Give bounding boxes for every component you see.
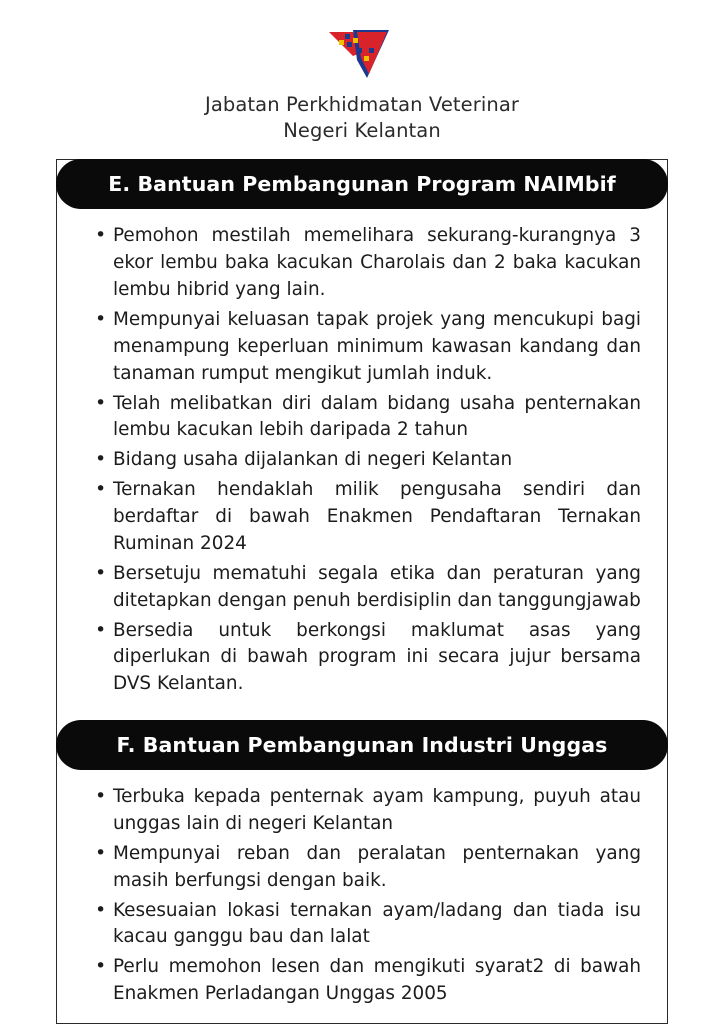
section-header-f bbox=[56, 720, 668, 770]
list-item: • Ternakan hendaklah milik pengusaha sendiri dan berdaftar di bawah Enakmen Pendaftaran Ternakan Ruminan 2024 bbox=[95, 477, 641, 558]
logo-container bbox=[0, 26, 724, 82]
section-title-e: E. Bantuan Pembangunan Program NAIMbif bbox=[108, 172, 616, 197]
list-item: • Mempunyai reban dan peralatan penternakan yang masih berfungsi dengan baik. bbox=[95, 841, 641, 895]
list-item: • Bersetuju mematuhi segala etika dan peraturan yang ditetapkan dengan penuh berdisiplin dan tanggungjawab bbox=[95, 561, 641, 615]
section-f-list bbox=[57, 770, 667, 1008]
content-box bbox=[56, 159, 668, 1024]
list-item: • Bidang usaha dijalankan di negeri Kelantan bbox=[95, 447, 641, 474]
list-item: • Terbuka kepada penternak ayam kampung, puyuh atau unggas lain di negeri Kelantan bbox=[95, 784, 641, 838]
list-item: • Perlu memohon lesen dan mengikuti syarat2 di bawah Enakmen Perladangan Unggas 2005 bbox=[95, 954, 641, 1008]
section-title-f: F. Bantuan Pembangunan Industri Unggas bbox=[116, 733, 608, 758]
list-item: • Kesesuaian lokasi ternakan ayam/ladang dan tiada isu kacau ganggu bau dan lalat bbox=[95, 898, 641, 952]
section-header-e bbox=[56, 159, 668, 209]
section-e-list bbox=[57, 209, 667, 698]
list-item: • Mempunyai keluasan tapak projek yang mencukupi bagi menampung keperluan minimum kawasan kandang dan tanaman rumput mengikut jumlah induk. bbox=[95, 307, 641, 388]
list-item: • Bersedia untuk berkongsi maklumat asas yang diperlukan di bawah program ini secara jujur bersama DVS Kelantan. bbox=[95, 618, 641, 699]
list-item: • Telah melibatkan diri dalam bidang usaha penternakan lembu kacukan lebih daripada 2 tahun bbox=[95, 391, 641, 445]
organization-title bbox=[205, 92, 519, 143]
organization-title-line2: Negeri Kelantan bbox=[283, 118, 441, 142]
organization-title-line1: Jabatan Perkhidmatan Veterinar bbox=[204, 93, 520, 116]
checkmark-flag-logo-icon bbox=[323, 26, 401, 82]
list-item: • Pemohon mestilah memelihara sekurang-kurangnya 3 ekor lembu baka kacukan Charolais dan 2 baka kacukan lembu hibrid yang lain. bbox=[95, 223, 641, 304]
